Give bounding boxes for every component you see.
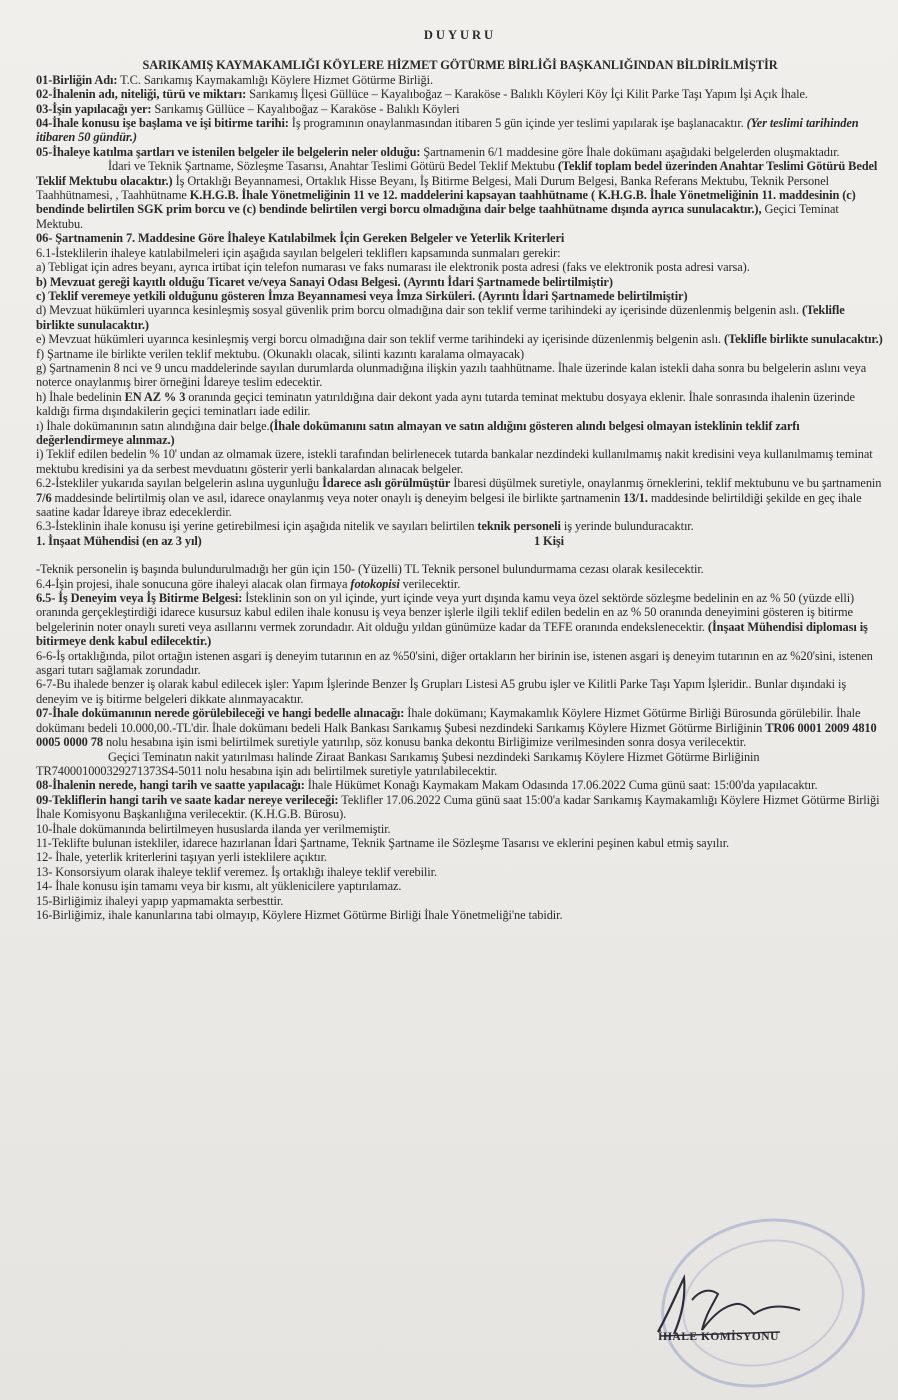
item-15: 15-Birliğimiz ihaleyi yapıp yapmamakta serbesttir. bbox=[36, 893, 284, 908]
item-16: 16-Birliğimiz, ihale kanunlarına tabi olmayıp, Köylere Hizmet Götürme Birliği İhale Yönetmeliği'ne tabidir. bbox=[36, 907, 563, 922]
item-6-1-a: a) Tebligat için adres beyanı, ayrıca irtibat için telefon numarası ve faks numarası ile elektronik posta adresi (faks ve elektronik posta adresi varsa). bbox=[36, 260, 750, 275]
item-6-6: 6-6-İş ortaklığında, pilot ortağın istenen asgari iş deneyim tutarının en az %50'sini, diğer ortakların her birinin ise, istenen asgari iş deneyim tutarının en az %20'sini, istenen asgari tutarı sağlamak zorundadır. bbox=[36, 648, 873, 678]
item-11: 11-Teklifte bulunan istekliler, idarece hazırlanan İdari Şartname, Teknik Şartname ile Sözleşme Tasarısı ve eklerini peşinen kabul etmiş sayılır. bbox=[36, 835, 730, 850]
item-01: 01-Birliğin Adı: T.C. Sarıkamış Kaymakamlığı Köylere Hizmet Götürme Birliği. bbox=[36, 72, 433, 87]
item-6-1-i: i) Teklif edilen bedelin % 10' undan az olmamak üzere, istekli tarafından belirlenecek tutarda bankalar nezdindeki kullanılmamış nakit kredisini veya kullanılmamış teminat mektubu kredisini ya da serbest mevduatını gösterir yerli bankalardan alınacak belgeler. bbox=[36, 447, 873, 476]
document-body bbox=[36, 24, 884, 922]
item-6-2: 6.2-İstekliler yukarıda sayılan belgelerin aslına uygunluğu İdarece aslı görülmüştür İbaresi düşülmek suretiyle, onaylanmış örneklerini, teklif mektubunu ve bu şartnamenin 7/6 maddesinde belirtilmiş olan ve asıl, idarece onaylanmış veya noter onaylı iş deneyim belgesi ile birlikte şartnamenin 13/1. maddesinde belirtildiği şekilde en geç ihale saatine kadar İdareye ibraz edeceklerdir. bbox=[36, 476, 882, 519]
item-08: 08-İhalenin nerede, hangi tarih ve saatte yapılacağı: İhale Hükümet Konağı Kaymakam Makam Odasında 17.06.2022 Cuma günü saat: 15:00'da yapılacaktır. bbox=[36, 778, 818, 793]
item-14: 14- İhale konusu işin tamamı veya bir kısmı, alt yüklenicilere yaptırılamaz. bbox=[36, 879, 402, 894]
document-subtitle: SARIKAMIŞ KAYMAKAMLIĞI KÖYLERE HİZMET GÖTÜRME BİRLİĞİ BAŞKANLIĞINDAN BİLDİRİLMİŞTİR bbox=[142, 58, 778, 73]
item-6-1-b: b) Mevzuat gereği kayıtlı olduğu Ticaret ve/veya Sanayi Odası Belgesi. (Ayrıntı İdari Şartnamede belirtilmiştir) bbox=[36, 274, 613, 289]
item-06: 06- Şartnamenin 7. Maddesine Göre İhaleye Katılabilmek İçin Gereken Belgeler ve Yeterlik Kriterleri bbox=[36, 231, 565, 246]
item-13: 13- Konsorsiyum olarak ihaleye teklif veremez. İş ortaklığı ihaleye teklif verebilir. bbox=[36, 864, 437, 879]
item-05-documents: İdari ve Teknik Şartname, Sözleşme Tasarısı, Anahtar Teslimi Götürü Bedel Teklif Mektubu (Teklif toplam bedel üzerinden Anahtar Teslimi Götürü Bedel Teklif Mektubu olacaktır.) İş Ortaklığı Beyannamesi, Ortaklık Hisse Beyanı, İş Bitirme Belgesi, Mali Durum Belgesi, Banka Referans Mektubu, Teknik Personel Taahhütnamesi, , Taahhütname K.H.G.B. İhale Yönetmeliğinin 11 ve 12. maddelerini kapsayan taahhütname ( K.H.G.B. İhale Yönetmeliğinin 11. maddesinin (c) bendinde belirtilen SGK prim borcu ve (c) bendinde belirtilen vergi borcu olmadığına dair belge taahhütname dışında ayrıca sunulacaktır.), Geçici Teminat Mektubu. bbox=[36, 159, 878, 231]
item-6-1-ı: ı) İhale dokümanının satın alındığına dair belge.(İhale dokümanını satın almayan ve satın aldığını gösteren alındı belgesi olmayan isteklinin teklif zarfı değerlendirmeye alınmaz.) bbox=[36, 418, 800, 447]
personnel-row bbox=[36, 534, 884, 548]
item-6-1-f: f) Şartname ile birlikte verilen teklif mektubu. (Okunaklı olacak, silinti kazıntı karalama olmayacak) bbox=[36, 346, 525, 361]
item-07-guarantee: Geçici Teminatın nakit yatırılması halinde Ziraat Bankası Sarıkamış Şubesi nezdindeki Sarıkamış Köylere Hizmet Götürme Birliğinin TR740001000329271373S4-5011 nolu hesabına işin adı belirtilmek suretiyle yatırılabilecektir. bbox=[36, 749, 760, 778]
item-personnel-penalty: -Teknik personelin iş başında bulundurulmadığı her gün için 150- (Yüzelli) TL Teknik personel bulundurmama cezası olarak kesilecektir. bbox=[36, 562, 704, 577]
signature-label: İHALE KOMİSYONU bbox=[658, 1331, 779, 1343]
item-07: 07-İhale dokümanının nerede görülebileceği ve hangi bedelle alınacağı: İhale dokümanı; Kaymakamlık Köylere Hizmet Götürme Birliği Bürosunda görülebilir. İhale dokümanı bedeli 10.000,00.-TL'dir. İhale dokümanı bedeli Halk Bankası Sarıkamış Şubesi nezdindeki Sarıkamış Köylere Hizmet Götürme Birliğinin TR06 0001 2009 4810 0005 0000 78 nolu hesabına işin ismi belirtilmek suretiyle yatırılıp, söz konusu banka dekontu Birliğimize verilmesinden sonra dosya verilecektir. bbox=[36, 706, 877, 750]
item-02: 02-İhalenin adı, niteliği, türü ve miktarı: Sarıkamış İlçesi Güllüce – Kayalıboğaz – Karaköse - Balıklı Köyleri Köy İçi Kilit Parke Taşı Yapım İşi Açık İhale. bbox=[36, 87, 808, 102]
item-6-1-c: c) Teklif veremeye yetkili olduğunu gösteren İmza Beyannamesi veya İmza Sirküleri. (Ayrıntı İdari Şartnamede belirtilmiştir) bbox=[36, 288, 688, 303]
item-6-1-h: h) İhale bedelinin EN AZ % 3 oranında geçici teminatın yatırıldığına dair dekont yada aynı tutarda teminat mektubu dosyaya eklenir. İhale sonrasında ihalenin üzerinde kaldığı firma dışındakilerin geçici teminatları iade edilir. bbox=[36, 389, 855, 419]
item-05: 05-İhaleye katılma şartları ve istenilen belgeler ile belgelerin neler olduğu: Şartnamenin 6/1 maddesine göre İhale dokümanı aşağıdaki belgelerden oluşmaktadır. bbox=[36, 144, 840, 159]
spacer bbox=[36, 548, 884, 562]
item-6-1-d: d) Mevzuat hükümleri uyarınca kesinleşmiş sosyal güvenlik prim borcu olmadığına dair son teklif verme tarihindeki ay içerisinde düzenlenmiş belgenin aslı. (Teklifle birlikte sunulacaktır.) bbox=[36, 303, 845, 332]
item-03: 03-İşin yapılacağı yer: Sarıkamış Güllüce – Kayalıboğaz – Karaköse - Balıklı Köyleri bbox=[36, 101, 460, 116]
item-12: 12- İhale, yeterlik kriterlerini taşıyan yerli isteklilere açıktır. bbox=[36, 850, 327, 865]
item-09: 09-Tekliflerin hangi tarih ve saate kadar nereye verileceği: Teklifler 17.06.2022 Cuma günü saat 15:00'a kadar Sarıkamış Kaymakamlığı Köylere Hizmet Götürme Birliği İhale Komisyonu Başkanlığına verilecektir. (K.H.G.B. Bürosu). bbox=[36, 792, 880, 822]
personnel-count: 1 Kişi bbox=[533, 533, 564, 548]
personnel-title: 1. İnşaat Mühendisi (en az 3 yıl) bbox=[36, 533, 202, 548]
item-10: 10-İhale dokümanında belirtilmeyen hususlarda ilanda yer verilmemiştir. bbox=[36, 821, 391, 836]
item-6-7: 6-7-Bu ihalede benzer iş olarak kabul edilecek işler: Yapım İşlerinde Benzer İş Grupları Listesi A5 grubu işler ve Kilitli Parke Taşı Yapım İşleridir.. Bunlar dışındaki iş deneyim ve iş bitirme belgeleri dikkate alınmayacaktır. bbox=[36, 677, 847, 706]
item-6-1-g: g) Şartnamenin 8 nci ve 9 uncu maddelerinde sayılan durumlarda olunmadığına ilişkin yazılı taahhütname. İhale üzerinde kalan istekli daha sonra bu belgelerin aslını veya noterce onaylanmış birer örneğini İdareye teslim edecektir. bbox=[36, 360, 867, 390]
item-6-1-e: e) Mevzuat hükümleri uyarınca kesinleşmiş vergi borcu olmadığına dair son teklif verme tarihindeki ay içerisinde düzenlenmiş belgenin aslı. (Teklifle birlikte sunulacaktır.) bbox=[36, 332, 883, 347]
document-title: DUYURU bbox=[423, 28, 497, 42]
item-6-5: 6.5- İş Deneyim veya İş Bitirme Belgesi: İsteklinin son on yıl içinde, yurt içinde veya yurt dışında kamu veya özel sektörde sözleşme bedelinin en az % 50 (yüzde elli) oranında gerçekleştirdiği idarece kusursuz kabul edilen ihale konusu iş veya benzer işlerle ilgili teklif edilen bedelin en az % 50 oranında deneyimini gösteren iş bitirme belgelerinin noter onaylı sureti veya asıllarını vermek zorundadır. Ait olduğu yıldan günümüze kadar da TEFE oranında endekslenecektir. (İnşaat Mühendisi diploması iş bitirmeye denk kabul edilecektir.) bbox=[36, 591, 868, 649]
handwritten-signature bbox=[640, 1270, 820, 1340]
item-6-1: 6.1-İsteklilerin ihaleye katılabilmeleri için aşağıda sayılan belgeleri tekliflerı kapsamında sunmaları gerekir: bbox=[36, 245, 561, 260]
item-04: 04-İhale konusu işe başlama ve işi bitirme tarihi: İş programının onaylanmasından itibaren 5 gün içinde yer teslimi yapılarak işe başlanacaktır. (Yer teslimi tarihinden itibaren 50 gündür.) bbox=[36, 116, 859, 145]
item-6-3: 6.3-İsteklinin ihale konusu işi yerine getirebilmesi için aşağıda nitelik ve sayıları belirtilen teknik personeli iş yerinde bulunduracaktır. bbox=[36, 519, 694, 534]
item-6-4: 6.4-İşin projesi, ihale sonucuna göre ihaleyi alacak olan firmaya fotokopisi verilecektir. bbox=[36, 576, 461, 591]
